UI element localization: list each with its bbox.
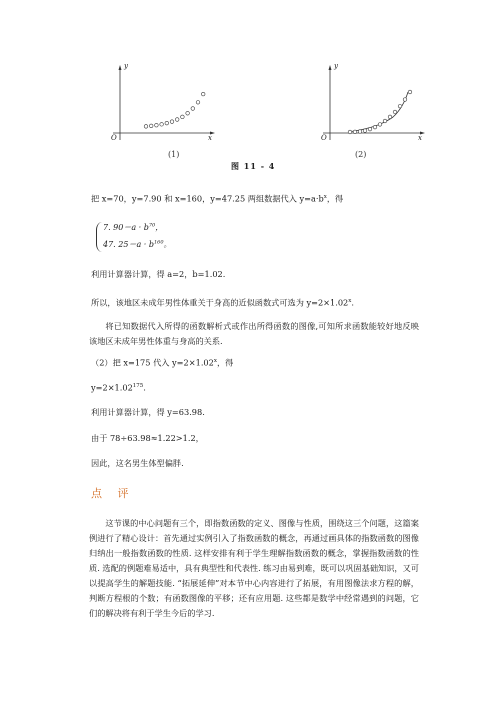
equation-2: 47. $25=a \cdot b^{160}$。 xyxy=(103,239,172,249)
data-point xyxy=(363,129,367,133)
data-point xyxy=(408,90,412,94)
origin-label: O xyxy=(111,134,117,142)
equation-brace xyxy=(96,222,103,252)
data-point xyxy=(155,123,159,127)
data-point xyxy=(353,130,357,134)
y-axis-label: y xyxy=(334,62,338,70)
data-point xyxy=(201,92,205,96)
fitted-curve xyxy=(348,92,408,132)
paragraph-1: 将已知数据代入所得的函数解析式或作出所得函数的图像,可知所求函数能较好地反映该地区未成年男性体重与身高的关系. xyxy=(89,321,419,346)
text-line-2: 利用计算器计算，得 a=2，b=1.02. xyxy=(91,269,226,279)
data-point xyxy=(191,107,195,111)
data-points xyxy=(144,92,205,128)
text-line-7: 由于 78÷63.98≈1.22>1.2， xyxy=(91,433,204,443)
data-point xyxy=(186,111,190,115)
figure-scatter-1 xyxy=(108,62,218,147)
data-point xyxy=(378,123,382,127)
origin-label: O xyxy=(321,134,327,142)
data-point xyxy=(373,125,377,129)
data-point xyxy=(170,120,174,124)
x-axis-label: x xyxy=(418,134,422,142)
text-line-5: $y=2\times 1.02^{175}$. xyxy=(91,382,146,393)
equation-1: 7. $90=a \cdot b^{70}$， xyxy=(103,222,164,232)
data-point xyxy=(175,118,179,122)
data-point xyxy=(165,121,169,125)
figure-scatter-2 xyxy=(318,62,428,147)
data-point xyxy=(196,101,200,105)
y-axis-arrow xyxy=(329,65,332,70)
text-line-3: 所以，该地区未成年男性体重关于身高的近似函数式可选为 $y=2\times 1.02^x$. xyxy=(91,297,354,308)
data-point xyxy=(393,110,397,114)
section-title: 点 评 xyxy=(91,487,135,500)
y-axis-arrow xyxy=(119,65,122,70)
data-point xyxy=(368,127,372,131)
data-point xyxy=(388,115,392,119)
y-axis-label: y xyxy=(124,62,128,70)
data-point xyxy=(403,98,407,102)
data-point xyxy=(348,130,352,134)
text-line-1: 把 x=70，y=7.90 和 x=160，y=47.25 两组数据代入 $y=a\cdot b^x$，得 xyxy=(91,193,344,204)
text-line-4: （2）把 x=175 代入 $y=2\times 1.02^x$，得 xyxy=(91,357,234,368)
figure-2-label: (2) xyxy=(355,150,367,159)
text-line-8: 因此，这名男生体型偏胖. xyxy=(91,458,184,468)
data-point xyxy=(398,104,402,108)
text-line-6: 利用计算器计算，得 y=63.98. xyxy=(91,407,205,417)
figure-1-label: (1) xyxy=(168,150,180,159)
data-point xyxy=(160,123,164,127)
data-point xyxy=(149,124,153,128)
x-axis-label: x xyxy=(208,134,212,142)
paragraph-2: 这节课的中心问题有三个，即指数函数的定义、图像与性质，围绕这三个问题，这篇案例进行了精心设计：首先通过实例引入了指数函数的概念，再通过画具体的指数函数的图像归纳出一般指数函数的性质. 这样安排有利于学生理解指数函数的概念，掌握指数函数的性质. 选配的例题难易适中，具有典型性和代表性. 练习由易到难，既可以巩固基础知识，又可以提高学生的解题技能. “拓展延伸”对本节中心内容进行了拓展，有用图像法求方程的解，判断方程根的个数；有函数图像的平移；还有应用题. 这些都是数学中经常遇到的问题，它们的解决将有利于学生今后的学习. xyxy=(89,518,419,618)
figure-caption: 图 11 - 4 xyxy=(231,161,276,171)
data-points xyxy=(348,90,412,134)
data-point xyxy=(181,115,185,119)
data-point xyxy=(144,125,148,129)
data-point xyxy=(358,130,362,134)
data-point xyxy=(383,119,387,123)
